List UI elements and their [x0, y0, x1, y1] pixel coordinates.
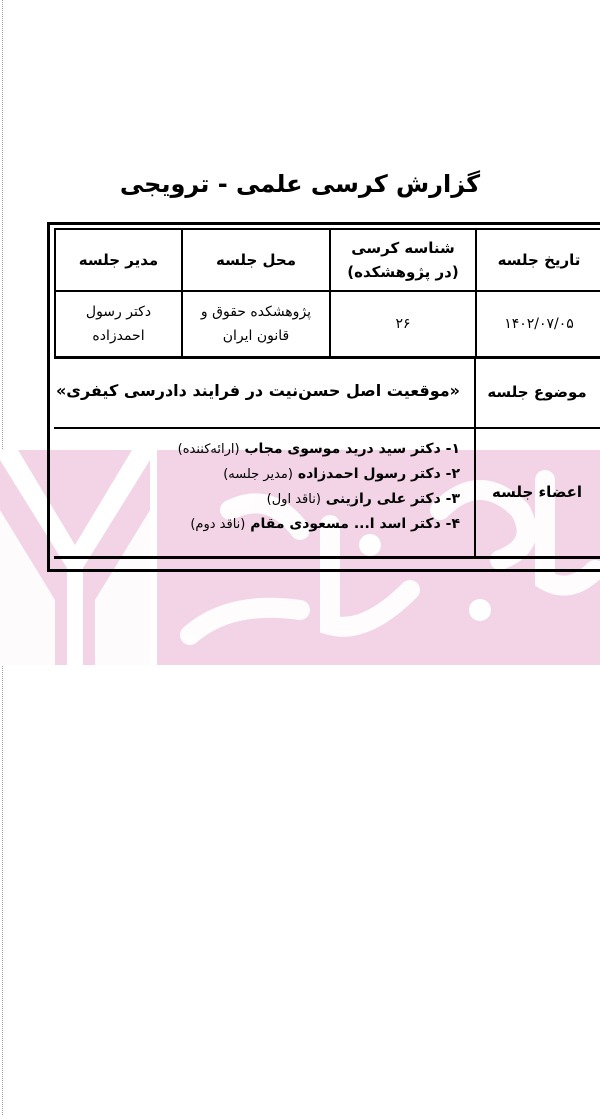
topic-value: «موقعیت اصل حسن‌نیت در فرایند دادرسی کیفری»: [55, 381, 460, 400]
value-moderator: دکتر رسول احمدزاده: [55, 291, 182, 357]
header-chair-id: شناسه کرسی (در پژوهشکده): [330, 229, 476, 291]
member-name: ۲- دکتر رسول احمدزاده: [297, 466, 460, 482]
list-item: [178, 462, 460, 487]
member-name: ۴- دکتر اسد ا... مسعودی مقام: [250, 516, 460, 532]
session-details-box: [54, 356, 600, 559]
page-title: گزارش کرسی علمی - ترویجی: [119, 170, 481, 198]
header-location: محل جلسه: [182, 229, 330, 291]
value-date: ۱۴۰۲/۰۷/۰۵: [476, 291, 600, 357]
value-location: پژوهشکده حقوق و قانون ایران: [182, 291, 330, 357]
header-row: [55, 229, 600, 291]
value-chair-id: ۲۶: [330, 291, 476, 357]
session-info-table: [54, 228, 600, 358]
row-divider: [54, 427, 600, 429]
members-label: اعضاء جلسه: [492, 483, 582, 501]
header-date: تاریخ جلسه: [476, 229, 600, 291]
member-name: ۳- دکتر علی رازینی: [325, 491, 460, 507]
member-role: (مدیر جلسه): [223, 467, 293, 482]
members-list: [178, 437, 460, 537]
header-moderator: مدیر جلسه: [55, 229, 182, 291]
member-role: (ناقد اول): [266, 492, 321, 507]
member-role: (ارائه‌کننده): [177, 442, 240, 457]
member-role: (ناقد دوم): [190, 517, 246, 532]
value-row: [55, 291, 600, 357]
topic-label: موضوع جلسه: [487, 383, 587, 401]
member-name: ۱- دکتر سید درید موسوی مجاب: [244, 441, 460, 457]
list-item: [178, 437, 460, 462]
list-item: [178, 487, 460, 512]
list-item: [178, 512, 460, 537]
